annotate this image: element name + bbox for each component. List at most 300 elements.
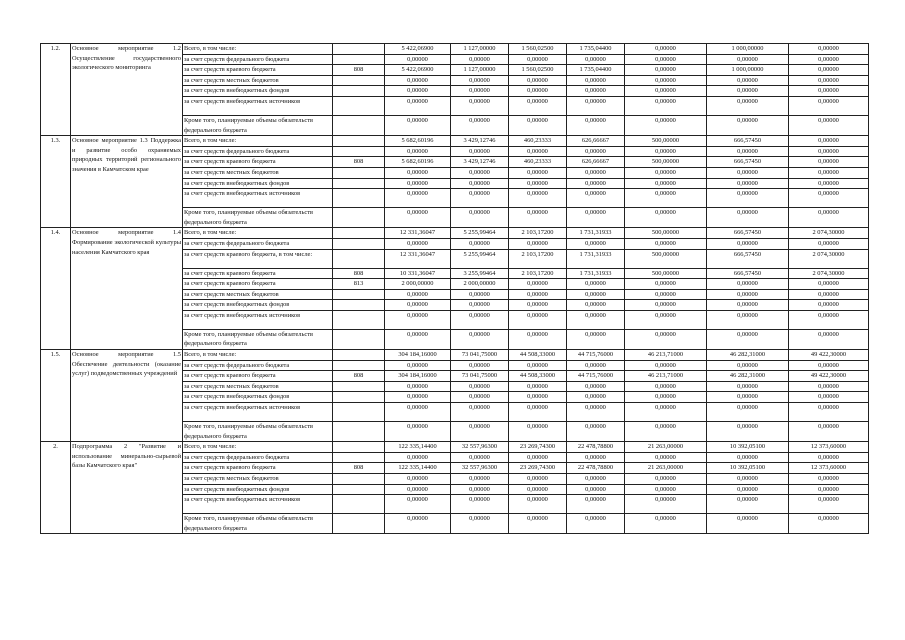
amount-cell: 0,00000 bbox=[509, 189, 567, 208]
funding-source: за счет средств краевого бюджета bbox=[183, 371, 333, 382]
budget-code bbox=[333, 238, 385, 249]
amount-cell: 0,00000 bbox=[509, 289, 567, 300]
amount-cell: 0,00000 bbox=[451, 452, 509, 463]
amount-cell: 666,57450 bbox=[707, 249, 789, 268]
budget-code bbox=[333, 392, 385, 403]
funding-source: за счет средств краевого бюджета bbox=[183, 65, 333, 76]
amount-cell: 0,00000 bbox=[385, 75, 451, 86]
amount-cell: 2 103,17200 bbox=[509, 268, 567, 279]
amount-cell: 0,00000 bbox=[707, 289, 789, 300]
amount-cell: 0,00000 bbox=[385, 310, 451, 329]
amount-cell: 0,00000 bbox=[707, 422, 789, 442]
amount-cell: 0,00000 bbox=[707, 452, 789, 463]
amount-cell: 0,00000 bbox=[567, 167, 625, 178]
amount-cell: 12 373,60000 bbox=[789, 442, 869, 453]
funding-source: Всего, в том числе: bbox=[183, 228, 333, 239]
item-name: Основное мероприятие 1.5 Обеспечение деятельности (оказание услуг) подведомственных учреждений bbox=[71, 350, 183, 442]
item-name: Основное мероприятие 1.2 Осуществление государственного экологического мониторинга bbox=[71, 44, 183, 136]
amount-cell: 1 731,31933 bbox=[567, 228, 625, 239]
amount-cell: 0,00000 bbox=[451, 329, 509, 349]
item-number: 2. bbox=[41, 442, 71, 534]
amount-cell: 23 269,74300 bbox=[509, 463, 567, 474]
amount-cell: 1 000,00000 bbox=[707, 65, 789, 76]
amount-cell: 0,00000 bbox=[567, 289, 625, 300]
amount-cell: 500,00000 bbox=[625, 157, 707, 168]
amount-cell: 73 041,75000 bbox=[451, 371, 509, 382]
amount-cell: 0,00000 bbox=[707, 279, 789, 290]
amount-cell: 0,00000 bbox=[509, 360, 567, 371]
amount-cell: 0,00000 bbox=[451, 360, 509, 371]
amount-cell: 0,00000 bbox=[789, 238, 869, 249]
amount-cell: 0,00000 bbox=[567, 86, 625, 97]
funding-source: за счет средств федерального бюджета bbox=[183, 238, 333, 249]
amount-cell: 44 715,76000 bbox=[567, 371, 625, 382]
amount-cell: 0,00000 bbox=[451, 300, 509, 311]
budget-table bbox=[40, 43, 869, 534]
amount-cell: 49 422,30000 bbox=[789, 371, 869, 382]
item-number: 1.2. bbox=[41, 44, 71, 136]
amount-cell: 0,00000 bbox=[567, 360, 625, 371]
amount-cell: 0,00000 bbox=[567, 310, 625, 329]
amount-cell: 0,00000 bbox=[625, 495, 707, 514]
amount-cell: 0,00000 bbox=[625, 289, 707, 300]
amount-cell: 0,00000 bbox=[789, 484, 869, 495]
item-number: 1.3. bbox=[41, 136, 71, 228]
amount-cell: 0,00000 bbox=[625, 86, 707, 97]
budget-code bbox=[333, 136, 385, 147]
amount-cell: 0,00000 bbox=[385, 495, 451, 514]
amount-cell: 0,00000 bbox=[509, 381, 567, 392]
amount-cell: 0,00000 bbox=[451, 75, 509, 86]
amount-cell: 5 255,99464 bbox=[451, 249, 509, 268]
amount-cell: 0,00000 bbox=[509, 329, 567, 349]
amount-cell: 0,00000 bbox=[567, 422, 625, 442]
item-name: Основное мероприятие 1.4 Формирование экологической культуры населения Камчатского края bbox=[71, 228, 183, 350]
amount-cell: 0,00000 bbox=[789, 189, 869, 208]
amount-cell: 0,00000 bbox=[509, 392, 567, 403]
amount-cell: 0,00000 bbox=[789, 279, 869, 290]
funding-source: Всего, в том числе: bbox=[183, 442, 333, 453]
amount-cell: 0,00000 bbox=[451, 167, 509, 178]
amount-cell: 0,00000 bbox=[625, 208, 707, 228]
amount-cell: 1 560,02500 bbox=[509, 44, 567, 55]
amount-cell: 0,00000 bbox=[789, 136, 869, 147]
budget-code: 808 bbox=[333, 371, 385, 382]
budget-code bbox=[333, 178, 385, 189]
amount-cell: 73 041,75000 bbox=[451, 350, 509, 361]
amount-cell: 23 269,74300 bbox=[509, 442, 567, 453]
amount-cell: 0,00000 bbox=[509, 452, 567, 463]
amount-cell: 0,00000 bbox=[707, 403, 789, 422]
funding-source: за счет средств местных бюджетов bbox=[183, 167, 333, 178]
funding-source: за счет средств внебюджетных фондов bbox=[183, 392, 333, 403]
amount-cell: 22 478,78800 bbox=[567, 463, 625, 474]
budget-table-body bbox=[41, 44, 869, 534]
budget-code bbox=[333, 484, 385, 495]
funding-source: за счет средств внебюджетных источников bbox=[183, 495, 333, 514]
amount-cell: 0,00000 bbox=[625, 381, 707, 392]
amount-cell: 0,00000 bbox=[789, 360, 869, 371]
funding-source: за счет средств внебюджетных источников bbox=[183, 310, 333, 329]
amount-cell: 0,00000 bbox=[509, 495, 567, 514]
amount-cell: 0,00000 bbox=[451, 381, 509, 392]
amount-cell: 460,23333 bbox=[509, 157, 567, 168]
amount-cell: 5 682,60196 bbox=[385, 136, 451, 147]
amount-cell: 0,00000 bbox=[567, 115, 625, 135]
budget-code: 808 bbox=[333, 157, 385, 168]
amount-cell: 0,00000 bbox=[451, 392, 509, 403]
amount-cell: 0,00000 bbox=[789, 403, 869, 422]
item-number: 1.4. bbox=[41, 228, 71, 350]
amount-cell: 0,00000 bbox=[789, 514, 869, 534]
amount-cell: 46 282,31000 bbox=[707, 350, 789, 361]
amount-cell: 0,00000 bbox=[707, 86, 789, 97]
amount-cell: 0,00000 bbox=[707, 54, 789, 65]
amount-cell: 0,00000 bbox=[789, 452, 869, 463]
amount-cell: 500,00000 bbox=[625, 268, 707, 279]
amount-cell: 5 255,99464 bbox=[451, 228, 509, 239]
budget-code bbox=[333, 360, 385, 371]
amount-cell: 10 392,05100 bbox=[707, 442, 789, 453]
amount-cell: 0,00000 bbox=[509, 167, 567, 178]
amount-cell: 0,00000 bbox=[707, 178, 789, 189]
amount-cell: 0,00000 bbox=[707, 208, 789, 228]
amount-cell: 0,00000 bbox=[509, 86, 567, 97]
amount-cell: 1 735,04400 bbox=[567, 65, 625, 76]
amount-cell: 0,00000 bbox=[707, 392, 789, 403]
amount-cell: 666,57450 bbox=[707, 136, 789, 147]
amount-cell: 0,00000 bbox=[567, 452, 625, 463]
amount-cell: 0,00000 bbox=[509, 300, 567, 311]
budget-code bbox=[333, 228, 385, 239]
amount-cell: 0,00000 bbox=[509, 115, 567, 135]
amount-cell: 0,00000 bbox=[567, 392, 625, 403]
funding-source: Кроме того, планируемые объемы обязательств федерального бюджета bbox=[183, 115, 333, 135]
budget-code bbox=[333, 514, 385, 534]
amount-cell: 0,00000 bbox=[625, 54, 707, 65]
amount-cell: 0,00000 bbox=[707, 146, 789, 157]
budget-code bbox=[333, 86, 385, 97]
amount-cell: 2 000,00000 bbox=[385, 279, 451, 290]
funding-source: Кроме того, планируемые объемы обязательств федерального бюджета bbox=[183, 208, 333, 228]
amount-cell: 0,00000 bbox=[385, 403, 451, 422]
amount-cell: 3 255,99464 bbox=[451, 268, 509, 279]
amount-cell: 0,00000 bbox=[451, 96, 509, 115]
funding-source: за счет средств внебюджетных фондов bbox=[183, 178, 333, 189]
table-row bbox=[41, 350, 869, 361]
amount-cell: 46 282,31000 bbox=[707, 371, 789, 382]
amount-cell: 0,00000 bbox=[707, 96, 789, 115]
amount-cell: 44 508,33000 bbox=[509, 350, 567, 361]
amount-cell: 46 213,71000 bbox=[625, 350, 707, 361]
amount-cell: 0,00000 bbox=[789, 208, 869, 228]
table-row bbox=[41, 44, 869, 55]
amount-cell: 0,00000 bbox=[789, 495, 869, 514]
funding-source: за счет средств местных бюджетов bbox=[183, 474, 333, 485]
amount-cell: 0,00000 bbox=[451, 86, 509, 97]
amount-cell: 0,00000 bbox=[625, 329, 707, 349]
amount-cell: 0,00000 bbox=[789, 310, 869, 329]
amount-cell: 0,00000 bbox=[707, 310, 789, 329]
amount-cell: 0,00000 bbox=[385, 300, 451, 311]
amount-cell: 0,00000 bbox=[625, 403, 707, 422]
budget-code bbox=[333, 167, 385, 178]
amount-cell: 0,00000 bbox=[789, 422, 869, 442]
amount-cell: 0,00000 bbox=[509, 484, 567, 495]
amount-cell: 626,66667 bbox=[567, 157, 625, 168]
item-name: Подпрограмма 2 "Развитие и использование минерально-сырьевой базы Камчатского края" bbox=[71, 442, 183, 534]
amount-cell: 0,00000 bbox=[385, 422, 451, 442]
amount-cell: 666,57450 bbox=[707, 268, 789, 279]
amount-cell: 0,00000 bbox=[385, 360, 451, 371]
budget-code bbox=[333, 381, 385, 392]
item-number: 1.5. bbox=[41, 350, 71, 442]
amount-cell: 3 429,12746 bbox=[451, 157, 509, 168]
amount-cell: 0,00000 bbox=[385, 146, 451, 157]
funding-source: Всего, в том числе: bbox=[183, 350, 333, 361]
amount-cell: 0,00000 bbox=[509, 75, 567, 86]
amount-cell: 0,00000 bbox=[789, 157, 869, 168]
amount-cell: 5 422,06900 bbox=[385, 65, 451, 76]
amount-cell: 0,00000 bbox=[509, 279, 567, 290]
amount-cell: 0,00000 bbox=[567, 279, 625, 290]
amount-cell: 666,57450 bbox=[707, 228, 789, 239]
amount-cell: 0,00000 bbox=[509, 208, 567, 228]
amount-cell: 0,00000 bbox=[451, 54, 509, 65]
amount-cell: 2 000,00000 bbox=[451, 279, 509, 290]
amount-cell: 0,00000 bbox=[789, 96, 869, 115]
amount-cell: 0,00000 bbox=[625, 146, 707, 157]
budget-code bbox=[333, 75, 385, 86]
amount-cell: 0,00000 bbox=[451, 115, 509, 135]
amount-cell: 0,00000 bbox=[451, 289, 509, 300]
funding-source: за счет средств внебюджетных фондов bbox=[183, 300, 333, 311]
amount-cell: 0,00000 bbox=[385, 381, 451, 392]
amount-cell: 0,00000 bbox=[451, 474, 509, 485]
amount-cell: 0,00000 bbox=[789, 300, 869, 311]
amount-cell: 0,00000 bbox=[789, 75, 869, 86]
amount-cell: 0,00000 bbox=[707, 75, 789, 86]
amount-cell: 0,00000 bbox=[789, 392, 869, 403]
amount-cell: 2 074,30000 bbox=[789, 228, 869, 239]
amount-cell: 0,00000 bbox=[567, 495, 625, 514]
amount-cell: 0,00000 bbox=[625, 474, 707, 485]
budget-code bbox=[333, 44, 385, 55]
amount-cell: 0,00000 bbox=[567, 146, 625, 157]
funding-source: за счет средств местных бюджетов bbox=[183, 289, 333, 300]
amount-cell: 0,00000 bbox=[451, 495, 509, 514]
amount-cell: 0,00000 bbox=[385, 484, 451, 495]
amount-cell: 0,00000 bbox=[625, 167, 707, 178]
amount-cell: 1 000,00000 bbox=[707, 44, 789, 55]
amount-cell: 0,00000 bbox=[625, 422, 707, 442]
funding-source: за счет средств местных бюджетов bbox=[183, 75, 333, 86]
table-row bbox=[41, 228, 869, 239]
amount-cell: 0,00000 bbox=[509, 238, 567, 249]
amount-cell: 0,00000 bbox=[385, 289, 451, 300]
amount-cell: 0,00000 bbox=[625, 484, 707, 495]
amount-cell: 1 127,00000 bbox=[451, 44, 509, 55]
table-row bbox=[41, 442, 869, 453]
amount-cell: 0,00000 bbox=[625, 452, 707, 463]
amount-cell: 0,00000 bbox=[789, 178, 869, 189]
funding-source: Всего, в том числе: bbox=[183, 136, 333, 147]
amount-cell: 0,00000 bbox=[509, 422, 567, 442]
amount-cell: 0,00000 bbox=[509, 310, 567, 329]
amount-cell: 0,00000 bbox=[625, 360, 707, 371]
budget-code bbox=[333, 422, 385, 442]
amount-cell: 0,00000 bbox=[567, 238, 625, 249]
amount-cell: 0,00000 bbox=[625, 514, 707, 534]
amount-cell: 0,00000 bbox=[789, 381, 869, 392]
amount-cell: 304 184,16000 bbox=[385, 350, 451, 361]
budget-code: 808 bbox=[333, 268, 385, 279]
funding-source: за счет средств федерального бюджета bbox=[183, 452, 333, 463]
funding-source: за счет средств федерального бюджета bbox=[183, 360, 333, 371]
amount-cell: 0,00000 bbox=[385, 392, 451, 403]
amount-cell: 0,00000 bbox=[625, 178, 707, 189]
budget-code bbox=[333, 189, 385, 208]
funding-source: за счет средств внебюджетных источников bbox=[183, 189, 333, 208]
amount-cell: 0,00000 bbox=[509, 514, 567, 534]
amount-cell: 2 103,17200 bbox=[509, 249, 567, 268]
amount-cell: 5 682,60196 bbox=[385, 157, 451, 168]
amount-cell: 0,00000 bbox=[385, 474, 451, 485]
budget-code bbox=[333, 452, 385, 463]
amount-cell: 0,00000 bbox=[789, 329, 869, 349]
amount-cell: 44 508,33000 bbox=[509, 371, 567, 382]
budget-code bbox=[333, 146, 385, 157]
budget-code bbox=[333, 310, 385, 329]
funding-source: Кроме того, планируемые объемы обязательств федерального бюджета bbox=[183, 514, 333, 534]
amount-cell: 1 731,31933 bbox=[567, 249, 625, 268]
amount-cell: 0,00000 bbox=[707, 514, 789, 534]
amount-cell: 122 335,14400 bbox=[385, 442, 451, 453]
funding-source: за счет средств краевого бюджета bbox=[183, 157, 333, 168]
amount-cell: 1 560,02500 bbox=[509, 65, 567, 76]
amount-cell: 0,00000 bbox=[451, 484, 509, 495]
amount-cell: 21 263,00000 bbox=[625, 442, 707, 453]
amount-cell: 0,00000 bbox=[707, 329, 789, 349]
amount-cell: 0,00000 bbox=[567, 96, 625, 115]
budget-code bbox=[333, 249, 385, 268]
table-row bbox=[41, 136, 869, 147]
amount-cell: 0,00000 bbox=[567, 208, 625, 228]
budget-code bbox=[333, 495, 385, 514]
item-name: Основное мероприятие 1.3 Поддержка и развитие особо охраняемых природных территорий регионального значения в Камчатском крае bbox=[71, 136, 183, 228]
budget-code bbox=[333, 350, 385, 361]
funding-source: за счет средств внебюджетных фондов bbox=[183, 484, 333, 495]
budget-code bbox=[333, 403, 385, 422]
amount-cell: 0,00000 bbox=[451, 189, 509, 208]
funding-source: за счет средств федерального бюджета bbox=[183, 146, 333, 157]
budget-code bbox=[333, 474, 385, 485]
amount-cell: 0,00000 bbox=[385, 115, 451, 135]
amount-cell: 666,57450 bbox=[707, 157, 789, 168]
amount-cell: 0,00000 bbox=[385, 86, 451, 97]
amount-cell: 2 074,30000 bbox=[789, 268, 869, 279]
amount-cell: 0,00000 bbox=[567, 403, 625, 422]
amount-cell: 0,00000 bbox=[509, 54, 567, 65]
amount-cell: 0,00000 bbox=[451, 208, 509, 228]
amount-cell: 0,00000 bbox=[567, 54, 625, 65]
funding-source: Всего, в том числе: bbox=[183, 44, 333, 55]
funding-source: за счет средств краевого бюджета bbox=[183, 279, 333, 290]
funding-source: Кроме того, планируемые объемы обязательств федерального бюджета bbox=[183, 329, 333, 349]
amount-cell: 3 429,12746 bbox=[451, 136, 509, 147]
amount-cell: 5 422,06900 bbox=[385, 44, 451, 55]
budget-code bbox=[333, 300, 385, 311]
budget-code: 808 bbox=[333, 463, 385, 474]
funding-source: за счет средств внебюджетных источников bbox=[183, 403, 333, 422]
amount-cell: 0,00000 bbox=[625, 310, 707, 329]
amount-cell: 49 422,30000 bbox=[789, 350, 869, 361]
amount-cell: 0,00000 bbox=[385, 238, 451, 249]
budget-table-sheet bbox=[40, 43, 868, 534]
amount-cell: 0,00000 bbox=[625, 115, 707, 135]
amount-cell: 0,00000 bbox=[451, 422, 509, 442]
amount-cell: 626,66667 bbox=[567, 136, 625, 147]
funding-source: Кроме того, планируемые объемы обязательств федерального бюджета bbox=[183, 422, 333, 442]
amount-cell: 0,00000 bbox=[567, 189, 625, 208]
funding-source: за счет средств внебюджетных фондов bbox=[183, 86, 333, 97]
amount-cell: 12 331,36047 bbox=[385, 249, 451, 268]
amount-cell: 0,00000 bbox=[625, 189, 707, 208]
budget-code bbox=[333, 329, 385, 349]
amount-cell: 0,00000 bbox=[509, 474, 567, 485]
amount-cell: 10 392,05100 bbox=[707, 463, 789, 474]
budget-code: 813 bbox=[333, 279, 385, 290]
amount-cell: 0,00000 bbox=[789, 289, 869, 300]
amount-cell: 0,00000 bbox=[625, 44, 707, 55]
amount-cell: 500,00000 bbox=[625, 249, 707, 268]
budget-code bbox=[333, 54, 385, 65]
amount-cell: 0,00000 bbox=[385, 208, 451, 228]
amount-cell: 0,00000 bbox=[509, 96, 567, 115]
amount-cell: 0,00000 bbox=[567, 178, 625, 189]
amount-cell: 1 735,04400 bbox=[567, 44, 625, 55]
budget-code bbox=[333, 442, 385, 453]
amount-cell: 0,00000 bbox=[789, 474, 869, 485]
amount-cell: 0,00000 bbox=[789, 44, 869, 55]
amount-cell: 0,00000 bbox=[451, 238, 509, 249]
amount-cell: 0,00000 bbox=[385, 329, 451, 349]
funding-source: за счет средств краевого бюджета, в том числе: bbox=[183, 249, 333, 268]
amount-cell: 0,00000 bbox=[789, 167, 869, 178]
amount-cell: 0,00000 bbox=[567, 329, 625, 349]
amount-cell: 2 103,17200 bbox=[509, 228, 567, 239]
amount-cell: 12 331,36047 bbox=[385, 228, 451, 239]
amount-cell: 0,00000 bbox=[707, 484, 789, 495]
amount-cell: 0,00000 bbox=[509, 146, 567, 157]
amount-cell: 32 557,96300 bbox=[451, 463, 509, 474]
amount-cell: 304 184,16000 bbox=[385, 371, 451, 382]
amount-cell: 460,23333 bbox=[509, 136, 567, 147]
budget-code bbox=[333, 115, 385, 135]
amount-cell: 0,00000 bbox=[567, 381, 625, 392]
amount-cell: 0,00000 bbox=[707, 300, 789, 311]
amount-cell: 12 373,60000 bbox=[789, 463, 869, 474]
amount-cell: 0,00000 bbox=[707, 115, 789, 135]
amount-cell: 0,00000 bbox=[789, 65, 869, 76]
amount-cell: 0,00000 bbox=[385, 167, 451, 178]
amount-cell: 0,00000 bbox=[625, 96, 707, 115]
amount-cell: 0,00000 bbox=[567, 514, 625, 534]
amount-cell: 10 331,36047 bbox=[385, 268, 451, 279]
amount-cell: 0,00000 bbox=[707, 474, 789, 485]
amount-cell: 0,00000 bbox=[789, 86, 869, 97]
amount-cell: 0,00000 bbox=[451, 403, 509, 422]
